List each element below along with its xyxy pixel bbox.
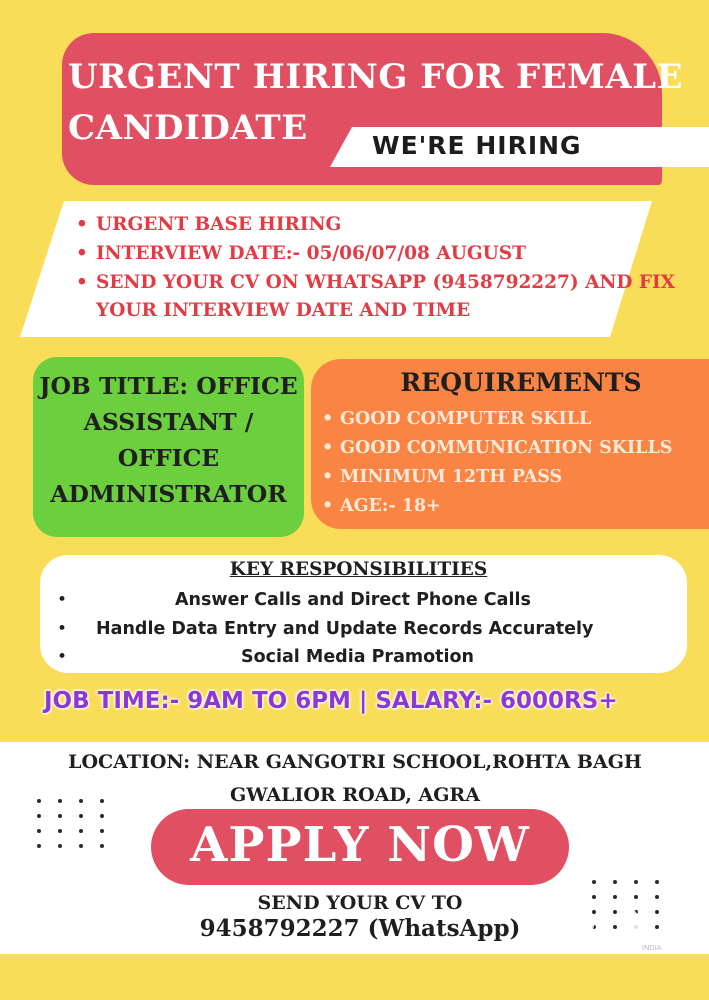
bullet-icon: • xyxy=(76,243,88,264)
info-item: • INTERVIEW DATE:- 05/06/07/08 AUGUST xyxy=(74,239,675,268)
job-title-text xyxy=(33,368,304,512)
responsibility-item: Answer Calls and Direct Phone Calls xyxy=(175,590,531,610)
location-line: LOCATION: NEAR GANGOTRI SCHOOL,ROHTA BAGH xyxy=(68,751,642,773)
location-text xyxy=(40,746,670,812)
job-title-line: JOB TITLE: OFFICE xyxy=(39,372,298,400)
info-item: • URGENT BASE HIRING xyxy=(74,210,675,239)
location-line: GWALIOR ROAD, AGRA xyxy=(230,784,480,806)
info-list xyxy=(74,210,675,324)
responsibility-item: Handle Data Entry and Update Records Accurately xyxy=(96,619,594,639)
hiring-tag-label: WE'RE HIRING xyxy=(372,131,582,160)
info-item: • SEND YOUR CV ON WHATSAPP (9458792227) AND FIX xyxy=(74,268,675,297)
olx-logo xyxy=(556,896,668,952)
info-item-continued: YOUR INTERVIEW DATE AND TIME xyxy=(96,300,471,321)
bullet-icon: • xyxy=(322,438,334,458)
send-cv-label: SEND YOUR CV TO xyxy=(257,892,463,914)
job-title-line: OFFICE xyxy=(117,444,220,472)
responsibilities-title: KEY RESPONSIBILITIES xyxy=(229,559,488,580)
requirements-title: REQUIREMENTS xyxy=(400,368,642,397)
bullet-icon: • xyxy=(57,619,68,639)
apply-now-label[interactable]: APPLY NOW xyxy=(190,817,530,873)
bullet-icon: • xyxy=(322,409,334,429)
responsibility-item: Social Media Pramotion xyxy=(241,647,474,667)
requirement-item: • GOOD COMPUTER SKILL xyxy=(322,405,672,434)
headline-line-2: CANDIDATE xyxy=(68,108,308,148)
bottom-yellow-strip xyxy=(0,954,709,1000)
headline-line-1: URGENT HIRING FOR FEMALE xyxy=(68,57,683,97)
requirement-item: • GOOD COMMUNICATION SKILLS xyxy=(322,434,672,463)
bullet-icon: • xyxy=(76,214,88,235)
bullet-icon: • xyxy=(322,467,334,487)
job-title-line: ASSISTANT / xyxy=(83,408,254,436)
requirement-item: • AGE:- 18+ xyxy=(322,492,672,521)
job-time-salary: JOB TIME:- 9AM TO 6PM | SALARY:- 6000RS+ xyxy=(44,688,618,714)
bullet-icon: • xyxy=(57,590,68,610)
bullet-icon: • xyxy=(76,272,88,293)
requirements-list xyxy=(322,405,672,521)
bullet-icon: • xyxy=(322,496,334,516)
requirement-item: • MINIMUM 12TH PASS xyxy=(322,463,672,492)
job-title-line: ADMINISTRATOR xyxy=(50,480,287,508)
bullet-icon: • xyxy=(57,647,68,667)
whatsapp-number: 9458792227 (WhatsApp) xyxy=(199,915,521,942)
dot-grid-icon xyxy=(37,799,104,848)
olx-sub-label: INDIA xyxy=(642,944,662,952)
